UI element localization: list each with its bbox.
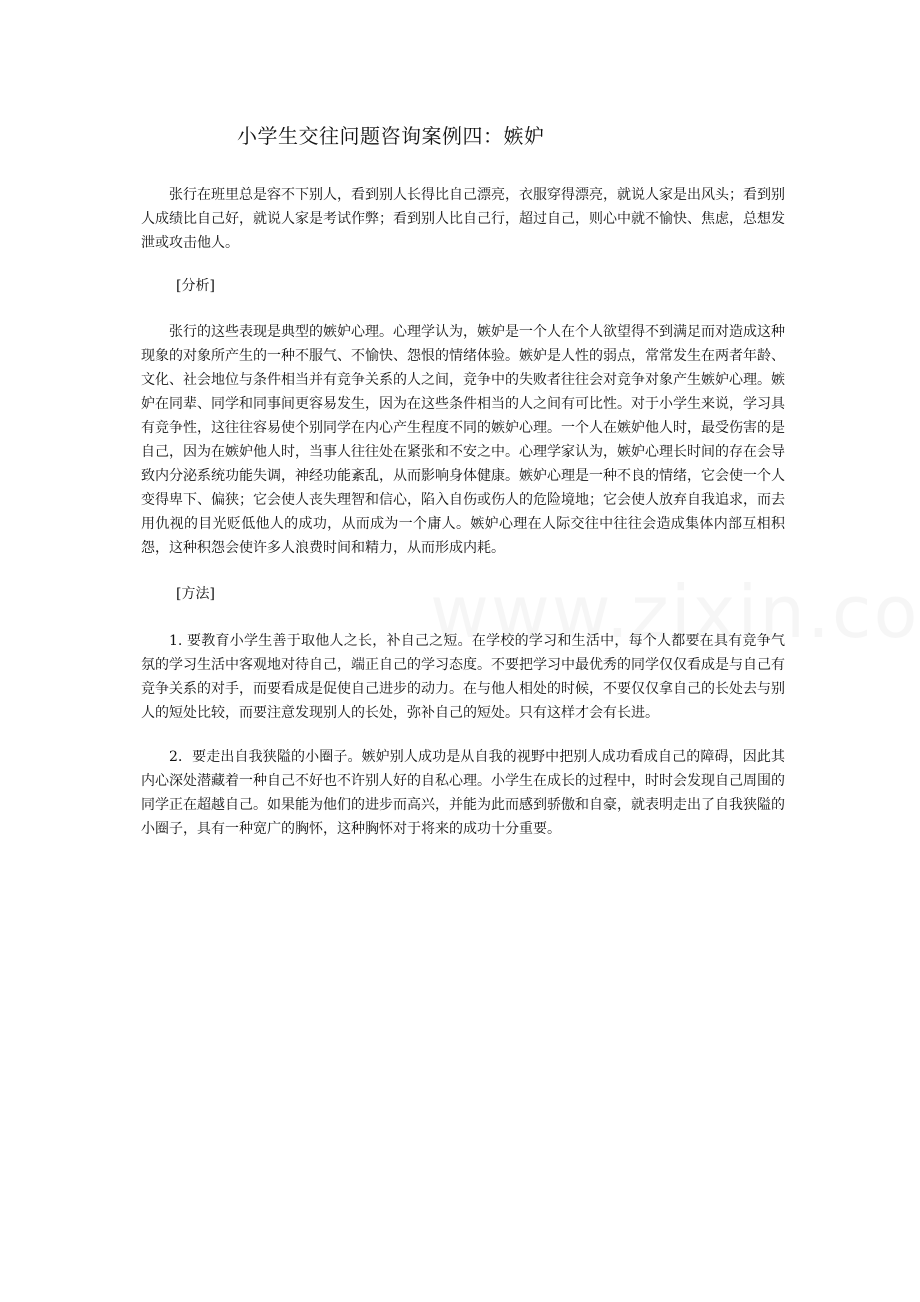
analysis-heading: [分析] <box>176 278 215 294</box>
method-heading: [方法] <box>176 586 215 602</box>
method-item-1: 1. 要教育小学生善于取他人之长，补自己之短。在学校的学习和生活中，每个人都要在具有竞争气氛的学习生活中客观地对待自己，端正自己的学习态度。不要把学习中最优秀的同学仅仅看成是与自己有竞争关系的对手，而要看成是促使自己进步的动力。在与他人相处的时候，不要仅仅拿自己的长处去与别人的短处比较，而要注意发现别人的长处，弥补自己的短处。只有这样才会有长进。 <box>141 633 785 721</box>
case-paragraph: 张行在班里总是容不下别人，看到别人长得比自己漂亮，衣服穿得漂亮，就说人家是出风头；看到别人成绩比自己好，就说人家是考试作弊；看到别人比自己行，超过自己，则心中就不愉快、焦虑，总想发泄或攻击他人。 <box>141 187 785 251</box>
analysis-paragraph: 张行的这些表现是典型的嫉妒心理。心理学认为，嫉妒是一个人在个人欲望得不到满足而对造成这种现象的对象所产生的一种不服气、不愉快、怨恨的情绪体验。嫉妒是人性的弱点，常常发生在两者年龄、文化、社会地位与条件相当并有竞争关系的人之间，竞争中的失败者往往会对竞争对象产生嫉妒心理。嫉妒在同辈、同学和同事间更容易发生，因为在这些条件相当的人之间有可比性。对于小学生来说，学习具有竞争性，这往往容易使个别同学在内心产生程度不同的嫉妒心理。一个人在嫉妒他人时，最受伤害的是自己，因为在嫉妒他人时，当事人往往处在紧张和不安之中。心理学家认为，嫉妒心理长时间的存在会导致内分泌系统功能失调，神经功能紊乱，从而影响身体健康。嫉妒心理是一种不良的情绪，它会使一个人变得卑下、偏狭；它会使人丧失理智和信心，陷入自伤或伤人的危险境地；它会使人放弃自我追求，而去用仇视的目光贬低他人的成功，从而成为一个庸人。嫉妒心理在人际交往中往往会造成集体内部互相积怨，这种积怨会使许多人浪费时间和精力，从而形成内耗。 <box>141 324 785 556</box>
method-item-2: 2．要走出自我狭隘的小圈子。嫉妒别人成功是从自我的视野中把别人成功看成自己的障碍，因此其内心深处潜藏着一种自己不好也不许别人好的自私心理。小学生在成长的过程中，时时会发现自己周围的同学正在超越自己。如果能为他们的进步而高兴，并能为此而感到骄傲和自豪，就表明走出了自我狭隘的小圈子，具有一种宽广的胸怀，这种胸怀对于将来的成功十分重要。 <box>141 749 785 837</box>
page-title: 小学生交往问题咨询案例四：嫉妒 <box>237 124 545 148</box>
